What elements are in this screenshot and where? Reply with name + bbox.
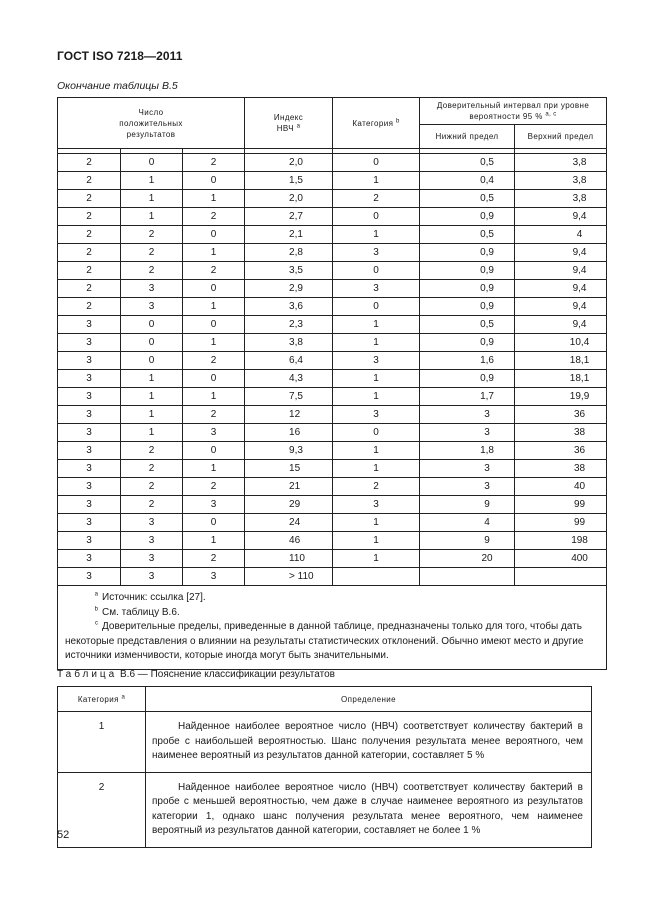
table-b5 xyxy=(57,97,607,670)
positive-3-cell: 1 xyxy=(183,460,245,478)
positive-1-cell: 3 xyxy=(58,568,121,586)
table-row xyxy=(58,208,607,226)
positive-1-cell: 2 xyxy=(58,172,121,190)
positive-2-cell: 3 xyxy=(121,550,183,568)
positive-2-cell: 2 xyxy=(121,244,183,262)
positive-3-cell: 0 xyxy=(183,370,245,388)
lower-limit-cell: 1,7 xyxy=(420,388,515,406)
table-row xyxy=(58,406,607,424)
positive-2-cell: 0 xyxy=(121,316,183,334)
lower-limit-cell: 3 xyxy=(420,460,515,478)
header-lower-limit: Нижний предел xyxy=(420,125,515,149)
upper-limit-cell: 9,4 xyxy=(515,262,607,280)
positive-3-cell: 2 xyxy=(183,352,245,370)
category-cell xyxy=(333,568,420,586)
category-cell: 1 xyxy=(333,550,420,568)
notes-row xyxy=(58,586,607,670)
category-cell: 1 xyxy=(333,172,420,190)
table-row xyxy=(58,514,607,532)
mpn-cell: 2,0 xyxy=(245,190,333,208)
lower-limit-cell: 0,9 xyxy=(420,370,515,388)
positive-3-cell: 1 xyxy=(183,388,245,406)
mpn-cell: 16 xyxy=(245,424,333,442)
header-positive-results: Число положительных результатов xyxy=(58,98,245,149)
table-row xyxy=(58,772,592,847)
category-cell: 0 xyxy=(333,208,420,226)
category-cell: 1 xyxy=(333,532,420,550)
table-row xyxy=(58,226,607,244)
positive-3-cell: 2 xyxy=(183,154,245,172)
mpn-cell: 4,3 xyxy=(245,370,333,388)
positive-1-cell: 3 xyxy=(58,478,121,496)
positive-2-cell: 2 xyxy=(121,478,183,496)
upper-limit-cell: 99 xyxy=(515,496,607,514)
table-row xyxy=(58,442,607,460)
lower-limit-cell: 0,5 xyxy=(420,190,515,208)
upper-limit-cell: 3,8 xyxy=(515,154,607,172)
category-cell: 1 xyxy=(333,388,420,406)
mpn-cell: 2,1 xyxy=(245,226,333,244)
mpn-cell: 3,5 xyxy=(245,262,333,280)
upper-limit-cell: 9,4 xyxy=(515,244,607,262)
category-cell: 0 xyxy=(333,298,420,316)
positive-3-cell: 1 xyxy=(183,334,245,352)
positive-2-cell: 1 xyxy=(121,388,183,406)
mpn-cell: 1,5 xyxy=(245,172,333,190)
lower-limit-cell: 9 xyxy=(420,532,515,550)
mpn-cell: 9,3 xyxy=(245,442,333,460)
category-cell: 0 xyxy=(333,154,420,172)
positive-3-cell: 1 xyxy=(183,298,245,316)
upper-limit-cell: 9,4 xyxy=(515,298,607,316)
mpn-cell: 2,7 xyxy=(245,208,333,226)
table-row xyxy=(58,478,607,496)
positive-2-cell: 2 xyxy=(121,226,183,244)
positive-1-cell: 3 xyxy=(58,406,121,424)
header-upper-limit: Верхний предел xyxy=(515,125,607,149)
upper-limit-cell: 99 xyxy=(515,514,607,532)
lower-limit-cell: 1,8 xyxy=(420,442,515,460)
mpn-cell: 2,3 xyxy=(245,316,333,334)
category-cell: 2 xyxy=(333,190,420,208)
positive-2-cell: 3 xyxy=(121,568,183,586)
positive-3-cell: 1 xyxy=(183,532,245,550)
upper-limit-cell xyxy=(515,568,607,586)
table-row xyxy=(58,280,607,298)
mpn-cell: 2,9 xyxy=(245,280,333,298)
positive-1-cell: 2 xyxy=(58,208,121,226)
table-row xyxy=(58,262,607,280)
positive-2-cell: 1 xyxy=(121,172,183,190)
positive-2-cell: 0 xyxy=(121,352,183,370)
header-mpn-index: Индекс НВЧ $^a$ xyxy=(245,98,333,149)
upper-limit-cell: 10,4 xyxy=(515,334,607,352)
mpn-cell: > 110 xyxy=(245,568,333,586)
positive-2-cell: 1 xyxy=(121,370,183,388)
category-cell: 3 xyxy=(333,280,420,298)
header-category: Категория $^b$ xyxy=(333,98,420,149)
table-b6 xyxy=(57,686,592,848)
mpn-cell: 110 xyxy=(245,550,333,568)
table-row xyxy=(58,370,607,388)
positive-2-cell: 1 xyxy=(121,190,183,208)
category-cell: 2 xyxy=(333,478,420,496)
positive-3-cell: 2 xyxy=(183,550,245,568)
positive-2-cell: 2 xyxy=(121,262,183,280)
positive-2-cell: 2 xyxy=(121,496,183,514)
lower-limit-cell xyxy=(420,568,515,586)
definition-cell: Найденное наиболее вероятное число (НВЧ) соответствует количеству бактерий в пробе с наибольшей вероятностью. Шанс получения результата менее вероятного, чем наименее вероятный из результатов данной категории, составляет 5 % xyxy=(146,712,592,773)
category-cell: 1 xyxy=(333,442,420,460)
table-row xyxy=(58,712,592,773)
footnote: $^a$ Источник: ссылка [27]. xyxy=(94,591,206,603)
positive-1-cell: 3 xyxy=(58,388,121,406)
positive-3-cell: 2 xyxy=(183,262,245,280)
positive-3-cell: 2 xyxy=(183,478,245,496)
table-row xyxy=(58,460,607,478)
positive-2-cell: 0 xyxy=(121,334,183,352)
lower-limit-cell: 0,5 xyxy=(420,316,515,334)
lower-limit-cell: 3 xyxy=(420,406,515,424)
positive-1-cell: 2 xyxy=(58,190,121,208)
table-row xyxy=(58,172,607,190)
footnote: $^b$ См. таблицу В.6. xyxy=(94,606,180,618)
positive-1-cell: 2 xyxy=(58,154,121,172)
upper-limit-cell: 198 xyxy=(515,532,607,550)
mpn-cell: 2,0 xyxy=(245,154,333,172)
category-cell: 0 xyxy=(333,424,420,442)
category-cell: 3 xyxy=(333,406,420,424)
positive-3-cell: 0 xyxy=(183,172,245,190)
positive-2-cell: 1 xyxy=(121,208,183,226)
table-row xyxy=(58,568,607,586)
header-category: Категория $^а$ xyxy=(58,687,146,712)
mpn-cell: 7,5 xyxy=(245,388,333,406)
header-confidence-interval: Доверительный интервал при уровне вероятности 95 % $^{a, c}$ xyxy=(420,98,607,125)
category-cell: 1 xyxy=(333,334,420,352)
upper-limit-cell: 9,4 xyxy=(515,280,607,298)
table-row xyxy=(58,334,607,352)
upper-limit-cell: 3,8 xyxy=(515,172,607,190)
table-row xyxy=(58,190,607,208)
table-b6-caption: Таблица В.6 — Пояснение классификации результатов xyxy=(57,669,335,680)
mpn-cell: 3,8 xyxy=(245,334,333,352)
table-row xyxy=(58,424,607,442)
category-cell: 3 xyxy=(333,244,420,262)
positive-3-cell: 0 xyxy=(183,316,245,334)
upper-limit-cell: 4 xyxy=(515,226,607,244)
table-row xyxy=(58,352,607,370)
table-row xyxy=(58,388,607,406)
header-definition: Определение xyxy=(146,687,592,712)
positive-3-cell: 2 xyxy=(183,406,245,424)
upper-limit-cell: 18,1 xyxy=(515,370,607,388)
positive-2-cell: 1 xyxy=(121,406,183,424)
positive-2-cell: 3 xyxy=(121,532,183,550)
upper-limit-cell: 3,8 xyxy=(515,190,607,208)
mpn-cell: 12 xyxy=(245,406,333,424)
upper-limit-cell: 19,9 xyxy=(515,388,607,406)
positive-1-cell: 3 xyxy=(58,550,121,568)
mpn-cell: 15 xyxy=(245,460,333,478)
positive-3-cell: 2 xyxy=(183,208,245,226)
table-b5-body xyxy=(58,149,607,670)
positive-3-cell: 0 xyxy=(183,226,245,244)
positive-1-cell: 3 xyxy=(58,496,121,514)
category-cell: 1 xyxy=(333,460,420,478)
document-title: ГОСТ ISO 7218—2011 xyxy=(57,49,183,63)
positive-3-cell: 3 xyxy=(183,568,245,586)
lower-limit-cell: 0,9 xyxy=(420,244,515,262)
positive-2-cell: 2 xyxy=(121,460,183,478)
table-b5-caption: Окончание таблицы В.5 xyxy=(57,80,178,92)
table-row xyxy=(58,496,607,514)
positive-2-cell: 1 xyxy=(121,424,183,442)
positive-1-cell: 3 xyxy=(58,442,121,460)
definition-cell: Найденное наиболее вероятное число (НВЧ) соответствует количеству бактерий в пробе с меньшей вероятностью, чем даже в случае наименее вероятного из результатов категории 1, однако шанс получения результата менее вероятного, чем наименее вероятный из результатов данной категории, составляет не более 1 % xyxy=(146,772,592,847)
upper-limit-cell: 38 xyxy=(515,460,607,478)
upper-limit-cell: 9,4 xyxy=(515,316,607,334)
positive-2-cell: 3 xyxy=(121,298,183,316)
positive-1-cell: 2 xyxy=(58,298,121,316)
positive-1-cell: 3 xyxy=(58,424,121,442)
category-cell: 1 xyxy=(333,226,420,244)
positive-1-cell: 3 xyxy=(58,460,121,478)
positive-2-cell: 0 xyxy=(121,154,183,172)
upper-limit-cell: 400 xyxy=(515,550,607,568)
positive-1-cell: 2 xyxy=(58,280,121,298)
mpn-cell: 46 xyxy=(245,532,333,550)
positive-1-cell: 2 xyxy=(58,262,121,280)
upper-limit-cell: 38 xyxy=(515,424,607,442)
footnote: $^c$ Доверительные пределы, приведенные в данной таблице, предназначены только для того, чтобы дать некоторые представления о влиянии на результаты статистических отклонений. Обычно имеют место и другие источники изменчивости, которые иногда могут быть значительными. xyxy=(65,620,584,661)
lower-limit-cell: 1,6 xyxy=(420,352,515,370)
lower-limit-cell: 20 xyxy=(420,550,515,568)
positive-1-cell: 3 xyxy=(58,514,121,532)
lower-limit-cell: 0,9 xyxy=(420,262,515,280)
lower-limit-cell: 0,5 xyxy=(420,226,515,244)
positive-3-cell: 3 xyxy=(183,496,245,514)
positive-1-cell: 2 xyxy=(58,226,121,244)
positive-2-cell: 2 xyxy=(121,442,183,460)
lower-limit-cell: 3 xyxy=(420,424,515,442)
upper-limit-cell: 40 xyxy=(515,478,607,496)
lower-limit-cell: 0,9 xyxy=(420,208,515,226)
table-row xyxy=(58,316,607,334)
upper-limit-cell: 9,4 xyxy=(515,208,607,226)
table-row xyxy=(58,532,607,550)
lower-limit-cell: 0,9 xyxy=(420,334,515,352)
category-cell: 1 xyxy=(333,514,420,532)
category-cell: 3 xyxy=(333,352,420,370)
mpn-cell: 6,4 xyxy=(245,352,333,370)
lower-limit-cell: 3 xyxy=(420,478,515,496)
positive-3-cell: 0 xyxy=(183,514,245,532)
positive-3-cell: 1 xyxy=(183,190,245,208)
category-cell: 1 xyxy=(58,712,146,773)
lower-limit-cell: 9 xyxy=(420,496,515,514)
positive-2-cell: 3 xyxy=(121,280,183,298)
category-cell: 0 xyxy=(333,262,420,280)
lower-limit-cell: 0,4 xyxy=(420,172,515,190)
lower-limit-cell: 0,9 xyxy=(420,280,515,298)
lower-limit-cell: 0,9 xyxy=(420,298,515,316)
positive-1-cell: 3 xyxy=(58,334,121,352)
positive-2-cell: 3 xyxy=(121,514,183,532)
positive-3-cell: 0 xyxy=(183,442,245,460)
mpn-cell: 2,8 xyxy=(245,244,333,262)
upper-limit-cell: 36 xyxy=(515,442,607,460)
upper-limit-cell: 36 xyxy=(515,406,607,424)
upper-limit-cell: 18,1 xyxy=(515,352,607,370)
mpn-cell: 21 xyxy=(245,478,333,496)
positive-3-cell: 1 xyxy=(183,244,245,262)
table-notes xyxy=(58,586,607,670)
mpn-cell: 29 xyxy=(245,496,333,514)
positive-1-cell: 3 xyxy=(58,352,121,370)
positive-3-cell: 3 xyxy=(183,424,245,442)
category-cell: 3 xyxy=(333,496,420,514)
mpn-cell: 3,6 xyxy=(245,298,333,316)
positive-1-cell: 2 xyxy=(58,244,121,262)
lower-limit-cell: 0,5 xyxy=(420,154,515,172)
category-cell: 2 xyxy=(58,772,146,847)
positive-3-cell: 0 xyxy=(183,280,245,298)
category-cell: 1 xyxy=(333,370,420,388)
table-row xyxy=(58,244,607,262)
table-row xyxy=(58,154,607,172)
positive-1-cell: 3 xyxy=(58,532,121,550)
lower-limit-cell: 4 xyxy=(420,514,515,532)
page-number: 52 xyxy=(57,829,70,841)
table-row xyxy=(58,298,607,316)
mpn-cell: 24 xyxy=(245,514,333,532)
table-row xyxy=(58,550,607,568)
positive-1-cell: 3 xyxy=(58,370,121,388)
category-cell: 1 xyxy=(333,316,420,334)
positive-1-cell: 3 xyxy=(58,316,121,334)
